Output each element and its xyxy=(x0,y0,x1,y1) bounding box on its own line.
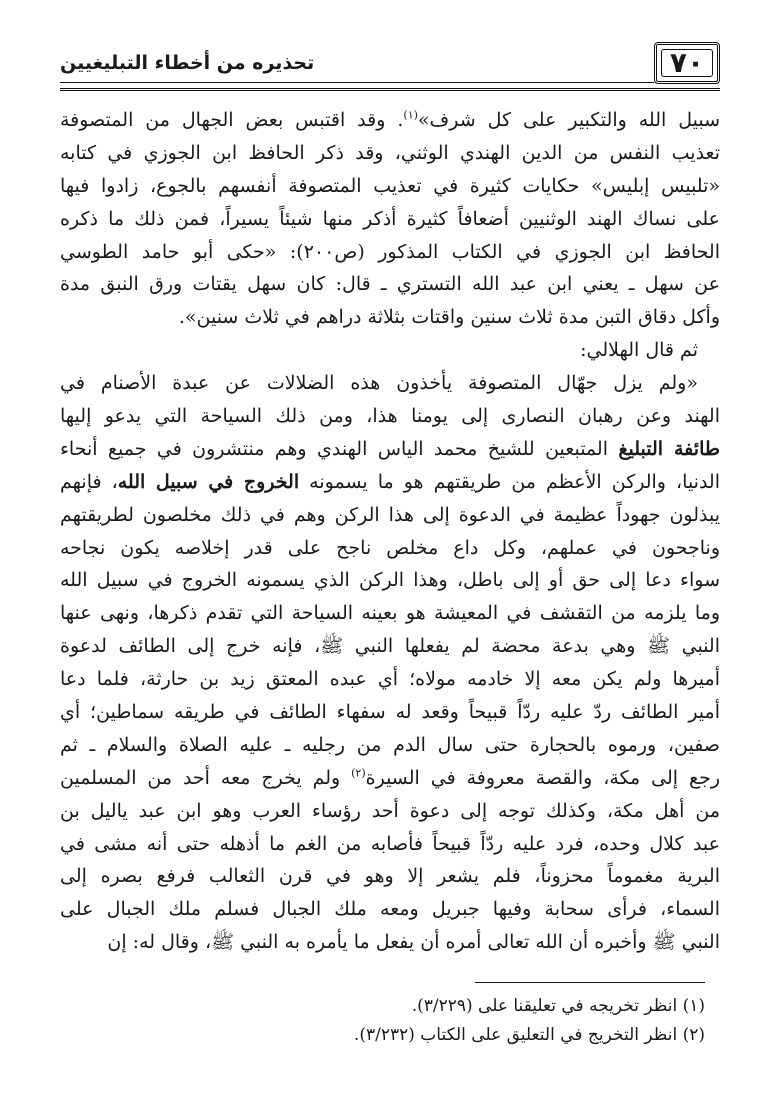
running-header xyxy=(60,38,720,93)
line-text: من أهل مكة، وكذلك توجه إلى دعوة أحد رؤساء العرب وهو ابن عبد ياليل بن xyxy=(60,799,720,822)
line-text: وما يلزمه من التقشف في المعيشة هو بعينه السياحة التي تقدم ذكرها، ونهى عنها xyxy=(60,602,720,625)
line-text: أميرها ولم يكن معه إلا خادمه مولاه؛ أي عبده المعتق زيد بن حارثة، فلما دعا xyxy=(60,668,720,691)
body-line xyxy=(60,137,720,170)
line-text: الحافظ ابن الجوزي في الكتاب المذكور (ص٢٠٠): «حكى أبو حامد الطوسي xyxy=(60,240,720,263)
body-line xyxy=(60,400,720,433)
line-text: الهند وعن رهبان النصارى إلى يومنا هذا، ومن ذلك السياحة التي يدعو إليها xyxy=(60,405,720,428)
line-text: يبذلون جهوداً عظيمة في الدعوة إلى هذا الركن وهم في ذلك مخلصون لطريقتهم xyxy=(60,503,720,526)
body-line xyxy=(60,860,720,893)
footnote-1: (١) انظر تخريجه في تعليقنا على (٣/٢٢٩). xyxy=(411,996,705,1016)
body-text xyxy=(60,104,720,959)
body-line xyxy=(60,170,720,203)
footnote-2: (٢) انظر التخريج في التعليق على الكتاب (٣/٢٣٢). xyxy=(353,1025,705,1045)
line-text: عبد كلال وحده، فرد عليه ردّاً قبيحاً فأصابه من الغم ما أذهله حتى أنه مشى في xyxy=(60,832,720,855)
body-line xyxy=(60,203,720,236)
line-text: سبيل الله والتكبير على كل شرف» xyxy=(417,109,720,131)
bold-phrase: الخروج في سبيل الله xyxy=(117,470,300,493)
book-title: تحذيره من أخطاء التبليغيين xyxy=(60,52,315,74)
line-text: المتبعين للشيخ محمد الياس الهندي وهم منتشرون في جميع أنحاء xyxy=(60,437,619,460)
body-line xyxy=(60,762,720,795)
line-text: الدنيا، والركن الأعظم من طريقتهم هو ما يسمونه xyxy=(299,470,720,493)
body-line xyxy=(60,893,720,926)
body-line xyxy=(60,597,720,630)
line-text: «ولم يزل جهّال المتصوفة يأخذون هذه الضلالات عن عبدة الأصنام في xyxy=(60,372,698,395)
line-text: تعذيب النفس من الدين الهندي الوثني، وقد ذكر الحافظ ابن الجوزي في كتابه xyxy=(60,141,720,164)
body-line xyxy=(60,630,720,663)
body-line xyxy=(60,367,720,400)
body-line xyxy=(60,499,720,532)
body-line xyxy=(60,334,720,367)
line-text: رجع إلى مكة، والقصة معروفة في السيرة xyxy=(365,766,720,789)
body-line xyxy=(60,236,720,269)
line-text: وناجحون في عملهم، وكل داع مخلص ناجح على قدر إخلاصه يكون نجاحه xyxy=(60,536,720,559)
line-text: ولم يخرج معه أحد من المسلمين xyxy=(60,766,352,789)
body-line xyxy=(60,729,720,762)
body-line xyxy=(60,696,720,729)
line-text: أمير الطائف ردّ عليه ردّاً قبيحاً وقعد له سفهاء الطائف في طريقه سماطين؛ أي xyxy=(60,701,720,724)
line-text: ثم قال الهلالي: xyxy=(580,339,698,362)
page-number: ٧٠ xyxy=(669,46,705,79)
body-line xyxy=(60,828,720,861)
line-text: السماء، فرأى سحابة وفيها جبريل ومعه ملك الجبال فسلم ملك الجبال على xyxy=(60,898,720,921)
header-rule xyxy=(60,88,720,91)
line-text: النبي ﷺ وأخبره أن الله تعالى أمره أن يفعل ما يأمره به النبي ﷺ، وقال له: إن xyxy=(107,931,720,954)
footnote-ref: (٢) xyxy=(351,766,366,780)
line-text: . وقد اقتبس بعض الجهال من المتصوفة xyxy=(60,109,404,131)
page-number-frame xyxy=(654,42,720,84)
body-line xyxy=(60,466,720,499)
body-line xyxy=(60,532,720,565)
line-text: عن سهل ـ يعني ابن عبد الله التستري ـ قال: كان سهل يقتات ورق النبق مدة xyxy=(60,273,720,296)
body-line xyxy=(60,663,720,696)
line-text: على نساك الهند الوثنيين أضعافاً كثيرة أذكر منها شيئاً يسيراً، فمن ذلك ما ذكره xyxy=(60,207,720,230)
line-text: البرية مغموماً محزوناً، فلم يشعر إلا وهو في قرن الثعالب فرفع بصره إلى xyxy=(60,865,720,888)
body-line xyxy=(60,301,720,334)
footnote-ref: (١) xyxy=(403,108,418,122)
body-line xyxy=(60,795,720,828)
bold-phrase: طائفة التبليغ xyxy=(618,437,720,460)
body-line xyxy=(60,104,720,137)
line-text: النبي ﷺ وهي بدعة محضة لم يفعلها النبي ﷺ، فإنه خرج إلى الطائف لدعوة xyxy=(60,635,720,658)
line-text: صفين، ورموه بالحجارة حتى سال الدم من رجليه ـ عليه الصلاة والسلام ـ ثم xyxy=(60,733,720,756)
body-line xyxy=(60,564,720,597)
line-text: ، فإنهم xyxy=(60,470,118,493)
line-text: سواء دعا إلى حق أو إلى باطل، وهذا الركن الذي يسمونه الخروج في سبيل الله xyxy=(60,569,720,592)
body-line xyxy=(60,926,720,959)
body-line xyxy=(60,433,720,466)
line-text: «تلبيس إبليس» حكايات كثيرة في تعذيب المتصوفة أنفسهم بالجوع، زادوا فيها xyxy=(60,174,720,197)
line-text: وأكل دقاق التبن مدة ثلاث سنين واقتات بثلاثة دراهم في ثلاث سنين». xyxy=(178,306,720,329)
body-line xyxy=(60,268,720,301)
footnotes xyxy=(45,992,705,1050)
footnote-separator xyxy=(475,982,705,983)
header-rule-thin xyxy=(60,82,654,83)
